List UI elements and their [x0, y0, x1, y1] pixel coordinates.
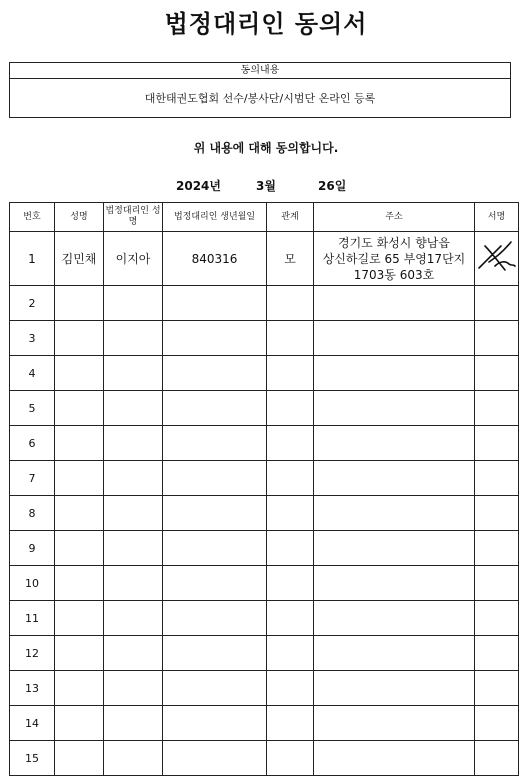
table-header-row: [10, 203, 519, 232]
consent-header: 동의내용: [10, 63, 510, 79]
cell-address: [314, 321, 475, 356]
cell-guardian-name: [104, 321, 163, 356]
header-guardian-birth: 법정대리인 생년월일: [163, 203, 267, 232]
cell-guardian-birth: [163, 426, 267, 461]
cell-guardian-birth: [163, 391, 267, 426]
cell-relation: [267, 706, 314, 741]
cell-guardian-name: [104, 426, 163, 461]
date-month: 3월: [256, 179, 276, 193]
cell-no: 2: [10, 286, 55, 321]
consent-content: 대한태권도협회 선수/봉사단/시범단 온라인 등록: [144, 92, 376, 105]
cell-name: [55, 426, 104, 461]
table-row: [10, 321, 519, 356]
cell-no: 12: [10, 636, 55, 671]
cell-guardian-birth: [163, 636, 267, 671]
cell-signature: [475, 741, 519, 776]
cell-signature: [475, 391, 519, 426]
cell-name: [55, 531, 104, 566]
cell-signature: [475, 601, 519, 636]
cell-address: [314, 232, 475, 286]
cell-guardian-name: [104, 356, 163, 391]
cell-guardian-birth: [163, 741, 267, 776]
consent-box: [9, 62, 511, 118]
table-row: [10, 426, 519, 461]
cell-relation: [267, 426, 314, 461]
table-row: [10, 286, 519, 321]
cell-relation: [267, 286, 314, 321]
table-row: [10, 601, 519, 636]
cell-guardian-name: [104, 741, 163, 776]
cell-guardian-birth: 840316: [163, 232, 267, 286]
cell-address: [314, 706, 475, 741]
cell-guardian-birth: [163, 601, 267, 636]
cell-relation: [267, 671, 314, 706]
cell-no: 15: [10, 741, 55, 776]
cell-signature: [475, 636, 519, 671]
table-row: [10, 636, 519, 671]
cell-relation: [267, 461, 314, 496]
cell-address: [314, 356, 475, 391]
cell-relation: [267, 636, 314, 671]
cell-name: [55, 706, 104, 741]
cell-name: [55, 496, 104, 531]
cell-signature: [475, 461, 519, 496]
cell-address: [314, 461, 475, 496]
cell-address: [314, 636, 475, 671]
cell-guardian-name: [104, 636, 163, 671]
cell-signature: [475, 566, 519, 601]
cell-guardian-name: [104, 286, 163, 321]
cell-address: [314, 286, 475, 321]
cell-signature: [475, 706, 519, 741]
table-row: [10, 496, 519, 531]
cell-guardian-birth: [163, 531, 267, 566]
cell-no: 8: [10, 496, 55, 531]
cell-no: 3: [10, 321, 55, 356]
cell-signature: [475, 496, 519, 531]
address-line: 1703동 603호: [353, 267, 435, 282]
cell-address: [314, 566, 475, 601]
cell-signature: [475, 671, 519, 706]
cell-name: [55, 391, 104, 426]
cell-relation: [267, 531, 314, 566]
cell-relation: [267, 496, 314, 531]
table-row: [10, 741, 519, 776]
cell-guardian-name: [104, 706, 163, 741]
cell-relation: [267, 566, 314, 601]
cell-name: 김민채: [55, 232, 104, 286]
cell-no: 7: [10, 461, 55, 496]
cell-address: [314, 531, 475, 566]
cell-name: [55, 286, 104, 321]
cell-no: 4: [10, 356, 55, 391]
cell-no: 5: [10, 391, 55, 426]
handwritten-signature-icon: [475, 238, 519, 276]
cell-guardian-name: [104, 496, 163, 531]
cell-guardian-name: 이지아: [104, 232, 163, 286]
cell-guardian-name: [104, 531, 163, 566]
table-row: [10, 531, 519, 566]
cell-guardian-name: [104, 566, 163, 601]
cell-signature: [475, 232, 519, 286]
address-line: 상신하길로 65 부영17단지: [322, 251, 466, 266]
cell-guardian-birth: [163, 321, 267, 356]
cell-signature: [475, 286, 519, 321]
cell-guardian-name: [104, 461, 163, 496]
cell-signature: [475, 356, 519, 391]
table-row: [10, 391, 519, 426]
cell-address: [314, 391, 475, 426]
address-line: 경기도 화성시 향남읍: [338, 235, 450, 250]
cell-address: [314, 671, 475, 706]
cell-guardian-name: [104, 391, 163, 426]
cell-name: [55, 356, 104, 391]
cell-address: [314, 426, 475, 461]
table-row: [10, 461, 519, 496]
header-guardian-name: 법정대리인 성명: [104, 203, 163, 232]
table-row: [10, 671, 519, 706]
cell-signature: [475, 531, 519, 566]
header-no: 번호: [10, 203, 55, 232]
cell-name: [55, 601, 104, 636]
cell-no: 11: [10, 601, 55, 636]
cell-relation: [267, 601, 314, 636]
cell-no: 14: [10, 706, 55, 741]
cell-guardian-birth: [163, 356, 267, 391]
cell-address: [314, 496, 475, 531]
cell-relation: [267, 391, 314, 426]
cell-no: 9: [10, 531, 55, 566]
cell-guardian-birth: [163, 706, 267, 741]
cell-name: [55, 321, 104, 356]
cell-guardian-birth: [163, 286, 267, 321]
header-address: 주소: [314, 203, 475, 232]
date-day: 26일: [318, 179, 347, 193]
cell-name: [55, 461, 104, 496]
cell-no: 10: [10, 566, 55, 601]
cell-name: [55, 671, 104, 706]
document-title: 법정대리인 동의서: [164, 9, 368, 38]
cell-signature: [475, 321, 519, 356]
cell-name: [55, 741, 104, 776]
header-signature: 서명: [475, 203, 519, 232]
cell-relation: [267, 356, 314, 391]
cell-guardian-name: [104, 671, 163, 706]
cell-guardian-birth: [163, 461, 267, 496]
table-row: [10, 232, 519, 286]
cell-no: 1: [10, 232, 55, 286]
cell-address: [314, 601, 475, 636]
cell-relation: [267, 741, 314, 776]
cell-guardian-birth: [163, 496, 267, 531]
table-row: [10, 706, 519, 741]
header-name: 성명: [55, 203, 104, 232]
cell-address: [314, 741, 475, 776]
cell-guardian-birth: [163, 566, 267, 601]
cell-signature: [475, 426, 519, 461]
header-relation: 관계: [267, 203, 314, 232]
guardian-table: [9, 202, 519, 776]
cell-guardian-name: [104, 601, 163, 636]
cell-relation: [267, 321, 314, 356]
cell-guardian-birth: [163, 671, 267, 706]
cell-name: [55, 566, 104, 601]
cell-name: [55, 636, 104, 671]
cell-no: 13: [10, 671, 55, 706]
table-row: [10, 356, 519, 391]
table-row: [10, 566, 519, 601]
agreement-statement: 위 내용에 대해 동의합니다.: [193, 141, 339, 155]
cell-no: 6: [10, 426, 55, 461]
cell-relation: 모: [267, 232, 314, 286]
date-year: 2024년: [176, 179, 221, 193]
